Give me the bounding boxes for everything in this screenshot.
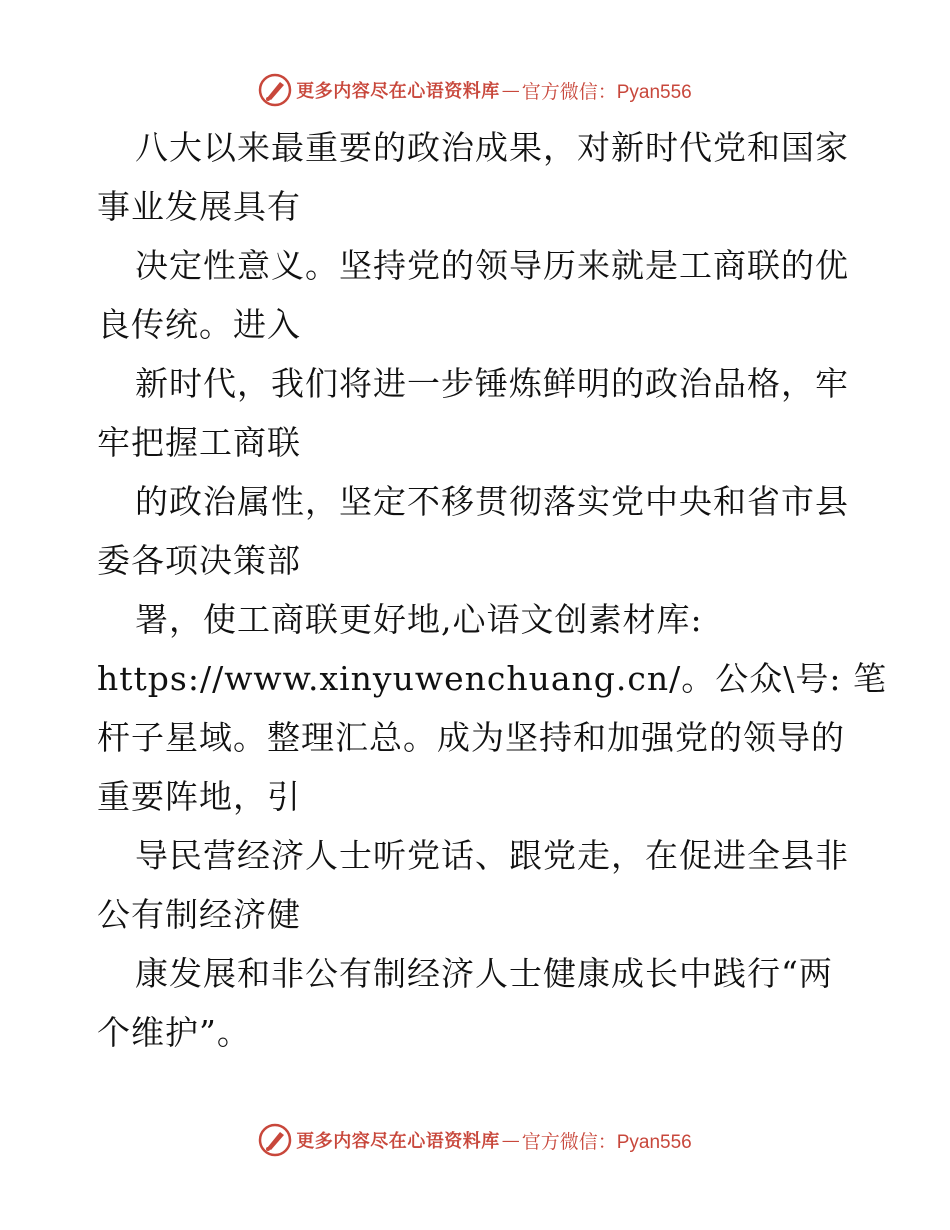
watermark-wechat-text: 官方微信：Pyan556 (521, 1131, 692, 1153)
text-line: 重要阵地，引 (97, 777, 301, 816)
header-watermark (0, 70, 950, 110)
document-body (97, 118, 887, 1062)
text-line: 个维护”。 (97, 1013, 251, 1052)
watermark-site-text: 更多内容尽在心语资料库 (296, 81, 500, 102)
watermark-dash: — (501, 1129, 520, 1151)
text-line: 公有制经济健 (97, 895, 301, 934)
text-line: 新时代，我们将进一步锤炼鲜明的政治品格，牢 (135, 364, 849, 403)
text-line: 决定性意义。坚持党的领导历来就是工商联的优 (135, 246, 849, 285)
text-line: 牢把握工商联 (97, 423, 301, 462)
pen-logo-icon (258, 73, 292, 107)
text-line: 署，使工商联更好地,心语文创素材库: (135, 600, 703, 639)
text-line-url: https://www.xinyuwenchuang.cn/。公众\号: 笔 (97, 659, 887, 698)
pen-logo-icon (258, 1123, 292, 1157)
text-line: 康发展和非公有制经济人士健康成长中践行“两 (135, 954, 833, 993)
footer-watermark (0, 1120, 950, 1160)
text-line: 良传统。进入 (97, 305, 301, 344)
watermark-dash: — (501, 79, 520, 101)
watermark-wechat-text: 官方微信：Pyan556 (521, 81, 692, 103)
text-line: 委各项决策部 (97, 541, 301, 580)
text-line: 导民营经济人士听党话、跟党走，在促进全县非 (135, 836, 849, 875)
watermark-site-text: 更多内容尽在心语资料库 (296, 1131, 500, 1152)
text-line: 事业发展具有 (97, 187, 301, 226)
text-line: 杆子星域。整理汇总。成为坚持和加强党的领导的 (97, 718, 845, 757)
text-line: 八大以来最重要的政治成果，对新时代党和国家 (135, 128, 849, 167)
text-line: 的政治属性，坚定不移贯彻落实党中央和省市县 (135, 482, 849, 521)
